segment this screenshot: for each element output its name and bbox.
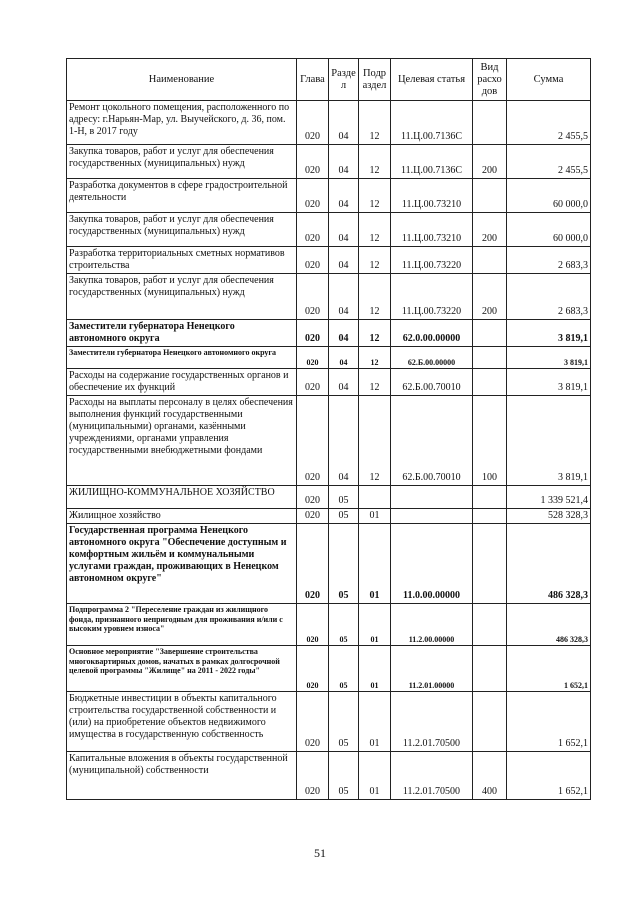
cell-sum: 2 455,5 [507, 101, 591, 145]
cell-vid: 400 [473, 752, 507, 800]
cell-glava: 020 [297, 274, 329, 320]
cell-glava: 020 [297, 524, 329, 604]
cell-razdel: 04 [329, 347, 359, 369]
cell-podrazdel: 12 [359, 320, 391, 347]
cell-name: Подпрограмма 2 "Переселение граждан из жилищного фонда, признанного непригодным для проживания и/или с высоким уровнем износа" [67, 604, 297, 646]
cell-glava: 020 [297, 509, 329, 524]
cell-name: Капитальные вложения в объекты государственной (муниципальной) собственности [67, 752, 297, 800]
cell-sum: 486 328,3 [507, 604, 591, 646]
cell-razdel: 05 [329, 486, 359, 509]
cell-razdel: 04 [329, 213, 359, 247]
cell-vid: 200 [473, 145, 507, 179]
header-sum: Сумма [507, 59, 591, 101]
cell-name: Расходы на содержание государственных органов и обеспечение их функций [67, 369, 297, 396]
cell-name: Закупка товаров, работ и услуг для обеспечения государственных (муниципальных) нужд [67, 213, 297, 247]
cell-glava: 020 [297, 101, 329, 145]
table-row [67, 752, 591, 800]
cell-razdel: 05 [329, 509, 359, 524]
table-row [67, 213, 591, 247]
cell-podrazdel: 12 [359, 396, 391, 486]
header-glava: Глава [297, 59, 329, 101]
cell-name: Бюджетные инвестиции в объекты капитального строительства государственной собственности и (или) на приобретение объектов недвижимого имущества в государственную собственность [67, 692, 297, 752]
cell-razdel: 04 [329, 396, 359, 486]
cell-glava: 020 [297, 179, 329, 213]
cell-glava: 020 [297, 347, 329, 369]
cell-podrazdel: 01 [359, 752, 391, 800]
table-row [67, 646, 591, 692]
table-row [67, 692, 591, 752]
cell-vid [473, 524, 507, 604]
cell-glava: 020 [297, 646, 329, 692]
table-row [67, 145, 591, 179]
cell-target: 62.Б.00.70010 [391, 369, 473, 396]
cell-vid [473, 369, 507, 396]
cell-glava: 020 [297, 752, 329, 800]
header-podrazdel: Подр аздел [359, 59, 391, 101]
cell-target: 11.Ц.00.73210 [391, 213, 473, 247]
cell-razdel: 04 [329, 145, 359, 179]
cell-sum: 3 819,1 [507, 369, 591, 396]
cell-vid [473, 247, 507, 274]
cell-sum: 3 819,1 [507, 396, 591, 486]
cell-glava: 020 [297, 145, 329, 179]
cell-name: Закупка товаров, работ и услуг для обеспечения государственных (муниципальных) нужд [67, 145, 297, 179]
cell-sum: 2 683,3 [507, 274, 591, 320]
cell-podrazdel: 12 [359, 179, 391, 213]
table-row [67, 320, 591, 347]
cell-target: 11.2.01.70500 [391, 692, 473, 752]
cell-target: 11.Ц.00.73210 [391, 179, 473, 213]
cell-sum: 3 819,1 [507, 320, 591, 347]
cell-sum: 60 000,0 [507, 179, 591, 213]
cell-target: 11.Ц.00.73220 [391, 274, 473, 320]
cell-name: ЖИЛИЩНО-КОММУНАЛЬНОЕ ХОЗЯЙСТВО [67, 486, 297, 509]
cell-razdel: 05 [329, 692, 359, 752]
cell-name: Заместители губернатора Ненецкого автономного округа [67, 320, 297, 347]
cell-podrazdel: 12 [359, 247, 391, 274]
cell-razdel: 04 [329, 274, 359, 320]
cell-podrazdel: 12 [359, 101, 391, 145]
cell-razdel: 04 [329, 320, 359, 347]
cell-vid: 200 [473, 213, 507, 247]
table-row [67, 274, 591, 320]
table-row [67, 347, 591, 369]
cell-name: Заместители губернатора Ненецкого автономного округа [67, 347, 297, 369]
table-row [67, 369, 591, 396]
cell-razdel: 04 [329, 247, 359, 274]
cell-podrazdel: 01 [359, 509, 391, 524]
cell-target [391, 486, 473, 509]
table-row [67, 179, 591, 213]
cell-name: Разработка территориальных сметных нормативов строительства [67, 247, 297, 274]
cell-name: Разработка документов в сфере градостроительной деятельности [67, 179, 297, 213]
cell-podrazdel: 01 [359, 524, 391, 604]
cell-target: 11.2.01.70500 [391, 752, 473, 800]
cell-target: 11.Ц.00.73220 [391, 247, 473, 274]
cell-name: Основное мероприятие "Завершение строительства многоквартирных домов, начатых в рамках долгосрочной целевой программы "Жилище" на 2011 - 2022 годы" [67, 646, 297, 692]
cell-glava: 020 [297, 320, 329, 347]
cell-name: Расходы на выплаты персоналу в целях обеспечения выполнения функций государственными (муниципальными) органами, казёнными учреждениями, органами управления государственными внебюджетными фондами [67, 396, 297, 486]
cell-glava: 020 [297, 247, 329, 274]
cell-target: 11.2.01.00000 [391, 646, 473, 692]
cell-target: 62.0.00.00000 [391, 320, 473, 347]
cell-target: 62.Б.00.00000 [391, 347, 473, 369]
cell-sum: 486 328,3 [507, 524, 591, 604]
cell-target: 62.Б.00.70010 [391, 396, 473, 486]
cell-target: 11.0.00.00000 [391, 524, 473, 604]
cell-name: Закупка товаров, работ и услуг для обеспечения государственных (муниципальных) нужд [67, 274, 297, 320]
cell-podrazdel [359, 486, 391, 509]
cell-sum: 60 000,0 [507, 213, 591, 247]
cell-vid: 200 [473, 274, 507, 320]
cell-vid [473, 486, 507, 509]
table-header-row [67, 59, 591, 101]
cell-razdel: 05 [329, 646, 359, 692]
cell-vid [473, 604, 507, 646]
cell-glava: 020 [297, 486, 329, 509]
cell-sum: 1 652,1 [507, 692, 591, 752]
cell-sum: 1 339 521,4 [507, 486, 591, 509]
cell-sum: 1 652,1 [507, 646, 591, 692]
cell-glava: 020 [297, 692, 329, 752]
cell-target: 11.Ц.00.7136С [391, 101, 473, 145]
cell-name: Государственная программа Ненецкого автономного округа "Обеспечение доступным и комфортным жильём и коммунальными услугами граждан, проживающих в Ненецком автономном округе" [67, 524, 297, 604]
cell-razdel: 04 [329, 179, 359, 213]
cell-razdel: 05 [329, 604, 359, 646]
cell-name: Ремонт цокольного помещения, расположенного по адресу: г.Нарьян-Мар, ул. Выучейского, д. 36, пом. 1-Н, в 2017 году [67, 101, 297, 145]
cell-podrazdel: 12 [359, 369, 391, 396]
cell-vid [473, 347, 507, 369]
cell-podrazdel: 01 [359, 604, 391, 646]
cell-glava: 020 [297, 604, 329, 646]
table-row [67, 396, 591, 486]
cell-podrazdel: 01 [359, 646, 391, 692]
cell-sum: 1 652,1 [507, 752, 591, 800]
header-razdel: Разде л [329, 59, 359, 101]
header-target: Целевая статья [391, 59, 473, 101]
table-row [67, 604, 591, 646]
cell-glava: 020 [297, 396, 329, 486]
cell-podrazdel: 12 [359, 145, 391, 179]
cell-podrazdel: 12 [359, 347, 391, 369]
cell-glava: 020 [297, 369, 329, 396]
cell-podrazdel: 01 [359, 692, 391, 752]
cell-target: 11.Ц.00.7136С [391, 145, 473, 179]
cell-sum: 3 819,1 [507, 347, 591, 369]
cell-razdel: 05 [329, 752, 359, 800]
cell-vid [473, 692, 507, 752]
cell-vid [473, 320, 507, 347]
cell-razdel: 05 [329, 524, 359, 604]
cell-podrazdel: 12 [359, 274, 391, 320]
page-number: 51 [314, 846, 326, 860]
cell-podrazdel: 12 [359, 213, 391, 247]
table-row [67, 101, 591, 145]
table-row [67, 524, 591, 604]
cell-target: 11.2.00.00000 [391, 604, 473, 646]
cell-target [391, 509, 473, 524]
cell-vid [473, 646, 507, 692]
cell-vid [473, 509, 507, 524]
cell-glava: 020 [297, 213, 329, 247]
table-row [67, 486, 591, 509]
cell-razdel: 04 [329, 101, 359, 145]
cell-sum: 528 328,3 [507, 509, 591, 524]
cell-sum: 2 455,5 [507, 145, 591, 179]
cell-sum: 2 683,3 [507, 247, 591, 274]
header-vid: Вид расхо дов [473, 59, 507, 101]
cell-vid [473, 179, 507, 213]
budget-table [66, 58, 591, 800]
cell-vid: 100 [473, 396, 507, 486]
table-row [67, 247, 591, 274]
cell-vid [473, 101, 507, 145]
header-name: Наименование [67, 59, 297, 101]
cell-razdel: 04 [329, 369, 359, 396]
cell-name: Жилищное хозяйство [67, 509, 297, 524]
table-row [67, 509, 591, 524]
